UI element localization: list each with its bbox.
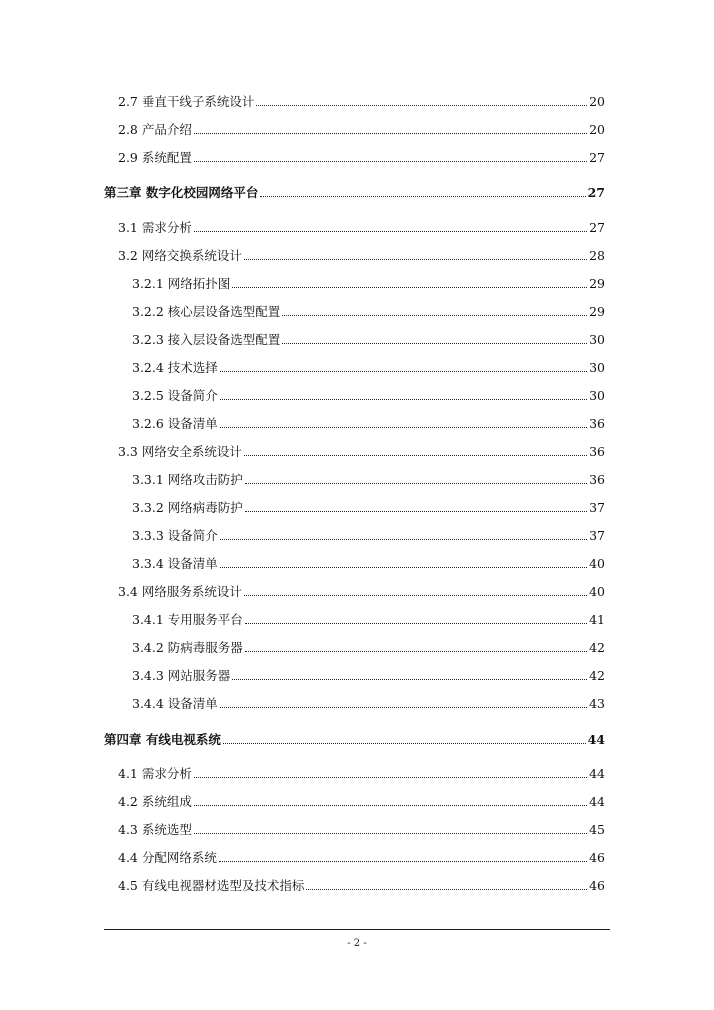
toc-entry-label: 3.2 网络交换系统设计: [118, 248, 242, 263]
toc-entry-page: 42: [589, 640, 605, 655]
toc-entry-page: 29: [589, 304, 605, 319]
dot-leader: [232, 669, 587, 680]
toc-entry-page: 46: [589, 850, 605, 865]
dot-leader: [220, 529, 587, 540]
dot-leader: [282, 305, 587, 316]
toc-entry-label: 3.3.3 设备简介: [132, 528, 218, 543]
toc-chapter-entry[interactable]: [104, 185, 605, 201]
toc-entry-label: 4.2 系统组成: [118, 794, 192, 809]
toc-entry-label: 4.4 分配网络系统: [118, 850, 217, 865]
toc-entry-page: 44: [589, 794, 605, 809]
page-number: - 2 -: [347, 938, 367, 949]
toc-entry-label: 3.4.4 设备清单: [132, 696, 218, 711]
toc-entry-label: 3.2.5 设备简介: [132, 388, 218, 403]
toc-entry-label: 4.1 需求分析: [118, 766, 192, 781]
dot-leader: [244, 249, 587, 260]
toc-entry-label: 第三章 数字化校园网络平台: [104, 185, 259, 200]
dot-leader: [245, 641, 587, 652]
toc-entry[interactable]: [132, 500, 605, 516]
dot-leader: [245, 473, 587, 484]
dot-leader: [245, 613, 587, 624]
toc-entry[interactable]: [118, 248, 605, 264]
toc-entry-label: 3.2.3 接入层设备选型配置: [132, 332, 281, 347]
toc-entry-page: 30: [589, 360, 605, 375]
toc-entry[interactable]: [118, 794, 605, 810]
toc-entry-page: 29: [589, 276, 605, 291]
dot-leader: [244, 585, 587, 596]
dot-leader: [244, 445, 587, 456]
toc-entry[interactable]: [132, 304, 605, 320]
toc-chapter-entry[interactable]: [104, 732, 605, 748]
toc-entry-page: 28: [589, 248, 605, 263]
dot-leader: [220, 389, 587, 400]
dot-leader: [220, 697, 587, 708]
toc-entry-label: 2.7 垂直干线子系统设计: [118, 94, 255, 109]
toc-entry-label: 3.2.2 核心层设备选型配置: [132, 304, 281, 319]
toc-entry-label: 3.4 网络服务系统设计: [118, 584, 242, 599]
dot-leader: [232, 277, 587, 288]
toc-entry-page: 44: [587, 732, 605, 747]
toc-entry[interactable]: [118, 850, 605, 866]
toc-entry-page: 42: [589, 668, 605, 683]
toc-entry-label: 2.9 系统配置: [118, 150, 192, 165]
dot-leader: [260, 186, 585, 197]
toc-entry-page: 27: [589, 150, 605, 165]
toc-entry-label: 3.3.2 网络病毒防护: [132, 500, 243, 515]
toc-entry-page: 37: [589, 500, 605, 515]
toc-entry[interactable]: [132, 556, 605, 572]
toc-entry-page: 45: [589, 822, 605, 837]
toc-entry-label: 3.3.4 设备清单: [132, 556, 218, 571]
toc-entry-label: 3.2.4 技术选择: [132, 360, 218, 375]
footer-divider: [104, 929, 610, 930]
toc-entry-page: 36: [589, 472, 605, 487]
toc-entry-label: 4.5 有线电视器材选型及技术指标: [118, 878, 305, 893]
toc-entry-label: 2.8 产品介绍: [118, 122, 192, 137]
toc-entry-label: 3.2.6 设备清单: [132, 416, 218, 431]
toc-entry[interactable]: [118, 444, 605, 460]
dot-leader: [194, 823, 587, 834]
toc-entry[interactable]: [118, 220, 605, 236]
toc-entry-page: 20: [589, 122, 605, 137]
toc-entry-page: 36: [589, 444, 605, 459]
toc-entry-page: 30: [589, 388, 605, 403]
toc-entry-page: 36: [589, 416, 605, 431]
toc-entry-label: 3.3 网络安全系统设计: [118, 444, 242, 459]
toc-entry[interactable]: [132, 668, 605, 684]
toc-entry-label: 3.4.1 专用服务平台: [132, 612, 243, 627]
toc-entry-page: 41: [589, 612, 605, 627]
toc-entry[interactable]: [118, 150, 605, 166]
dot-leader: [245, 501, 587, 512]
toc-entry[interactable]: [118, 822, 605, 838]
toc-entry-page: 27: [589, 220, 605, 235]
dot-leader: [220, 417, 587, 428]
toc-entry[interactable]: [132, 696, 605, 712]
toc-entry[interactable]: [118, 122, 605, 138]
toc-entry[interactable]: [132, 332, 605, 348]
toc-entry-page: 40: [589, 584, 605, 599]
toc-entry-label: 3.3.1 网络攻击防护: [132, 472, 243, 487]
toc-entry-page: 27: [587, 185, 605, 200]
toc-entry-page: 44: [589, 766, 605, 781]
toc-entry-page: 46: [589, 878, 605, 893]
dot-leader: [194, 151, 587, 162]
toc-entry-label: 3.1 需求分析: [118, 220, 192, 235]
toc-entry[interactable]: [132, 388, 605, 404]
toc-entry[interactable]: [132, 276, 605, 292]
dot-leader: [220, 557, 587, 568]
dot-leader: [194, 221, 587, 232]
toc-entry-label: 4.3 系统选型: [118, 822, 192, 837]
dot-leader: [220, 361, 587, 372]
dot-leader: [219, 851, 587, 862]
dot-leader: [194, 123, 587, 134]
toc-entry[interactable]: [118, 878, 605, 894]
toc-entry[interactable]: [132, 612, 605, 628]
toc-entry[interactable]: [132, 528, 605, 544]
dot-leader: [282, 333, 587, 344]
toc-entry-label: 3.2.1 网络拓扑图: [132, 276, 231, 291]
toc-entry[interactable]: [132, 472, 605, 488]
toc-entry-page: 37: [589, 528, 605, 543]
toc-entry[interactable]: [118, 94, 605, 110]
toc-entry-page: 20: [589, 94, 605, 109]
toc-entry[interactable]: [118, 584, 605, 600]
dot-leader: [194, 795, 587, 806]
toc-entry-page: 30: [589, 332, 605, 347]
toc-entry-page: 40: [589, 556, 605, 571]
toc-entry[interactable]: [132, 360, 605, 376]
toc-entry[interactable]: [132, 416, 605, 432]
toc-entry-page: 43: [589, 696, 605, 711]
toc-entry[interactable]: [118, 766, 605, 782]
toc-entry-label: 3.4.2 防病毒服务器: [132, 640, 243, 655]
dot-leader: [194, 767, 587, 778]
dot-leader: [306, 879, 587, 890]
dot-leader: [256, 95, 587, 106]
toc-entry[interactable]: [132, 640, 605, 656]
dot-leader: [223, 733, 586, 744]
toc-entry-label: 3.4.3 网站服务器: [132, 668, 231, 683]
toc-entry-label: 第四章 有线电视系统: [104, 732, 221, 747]
